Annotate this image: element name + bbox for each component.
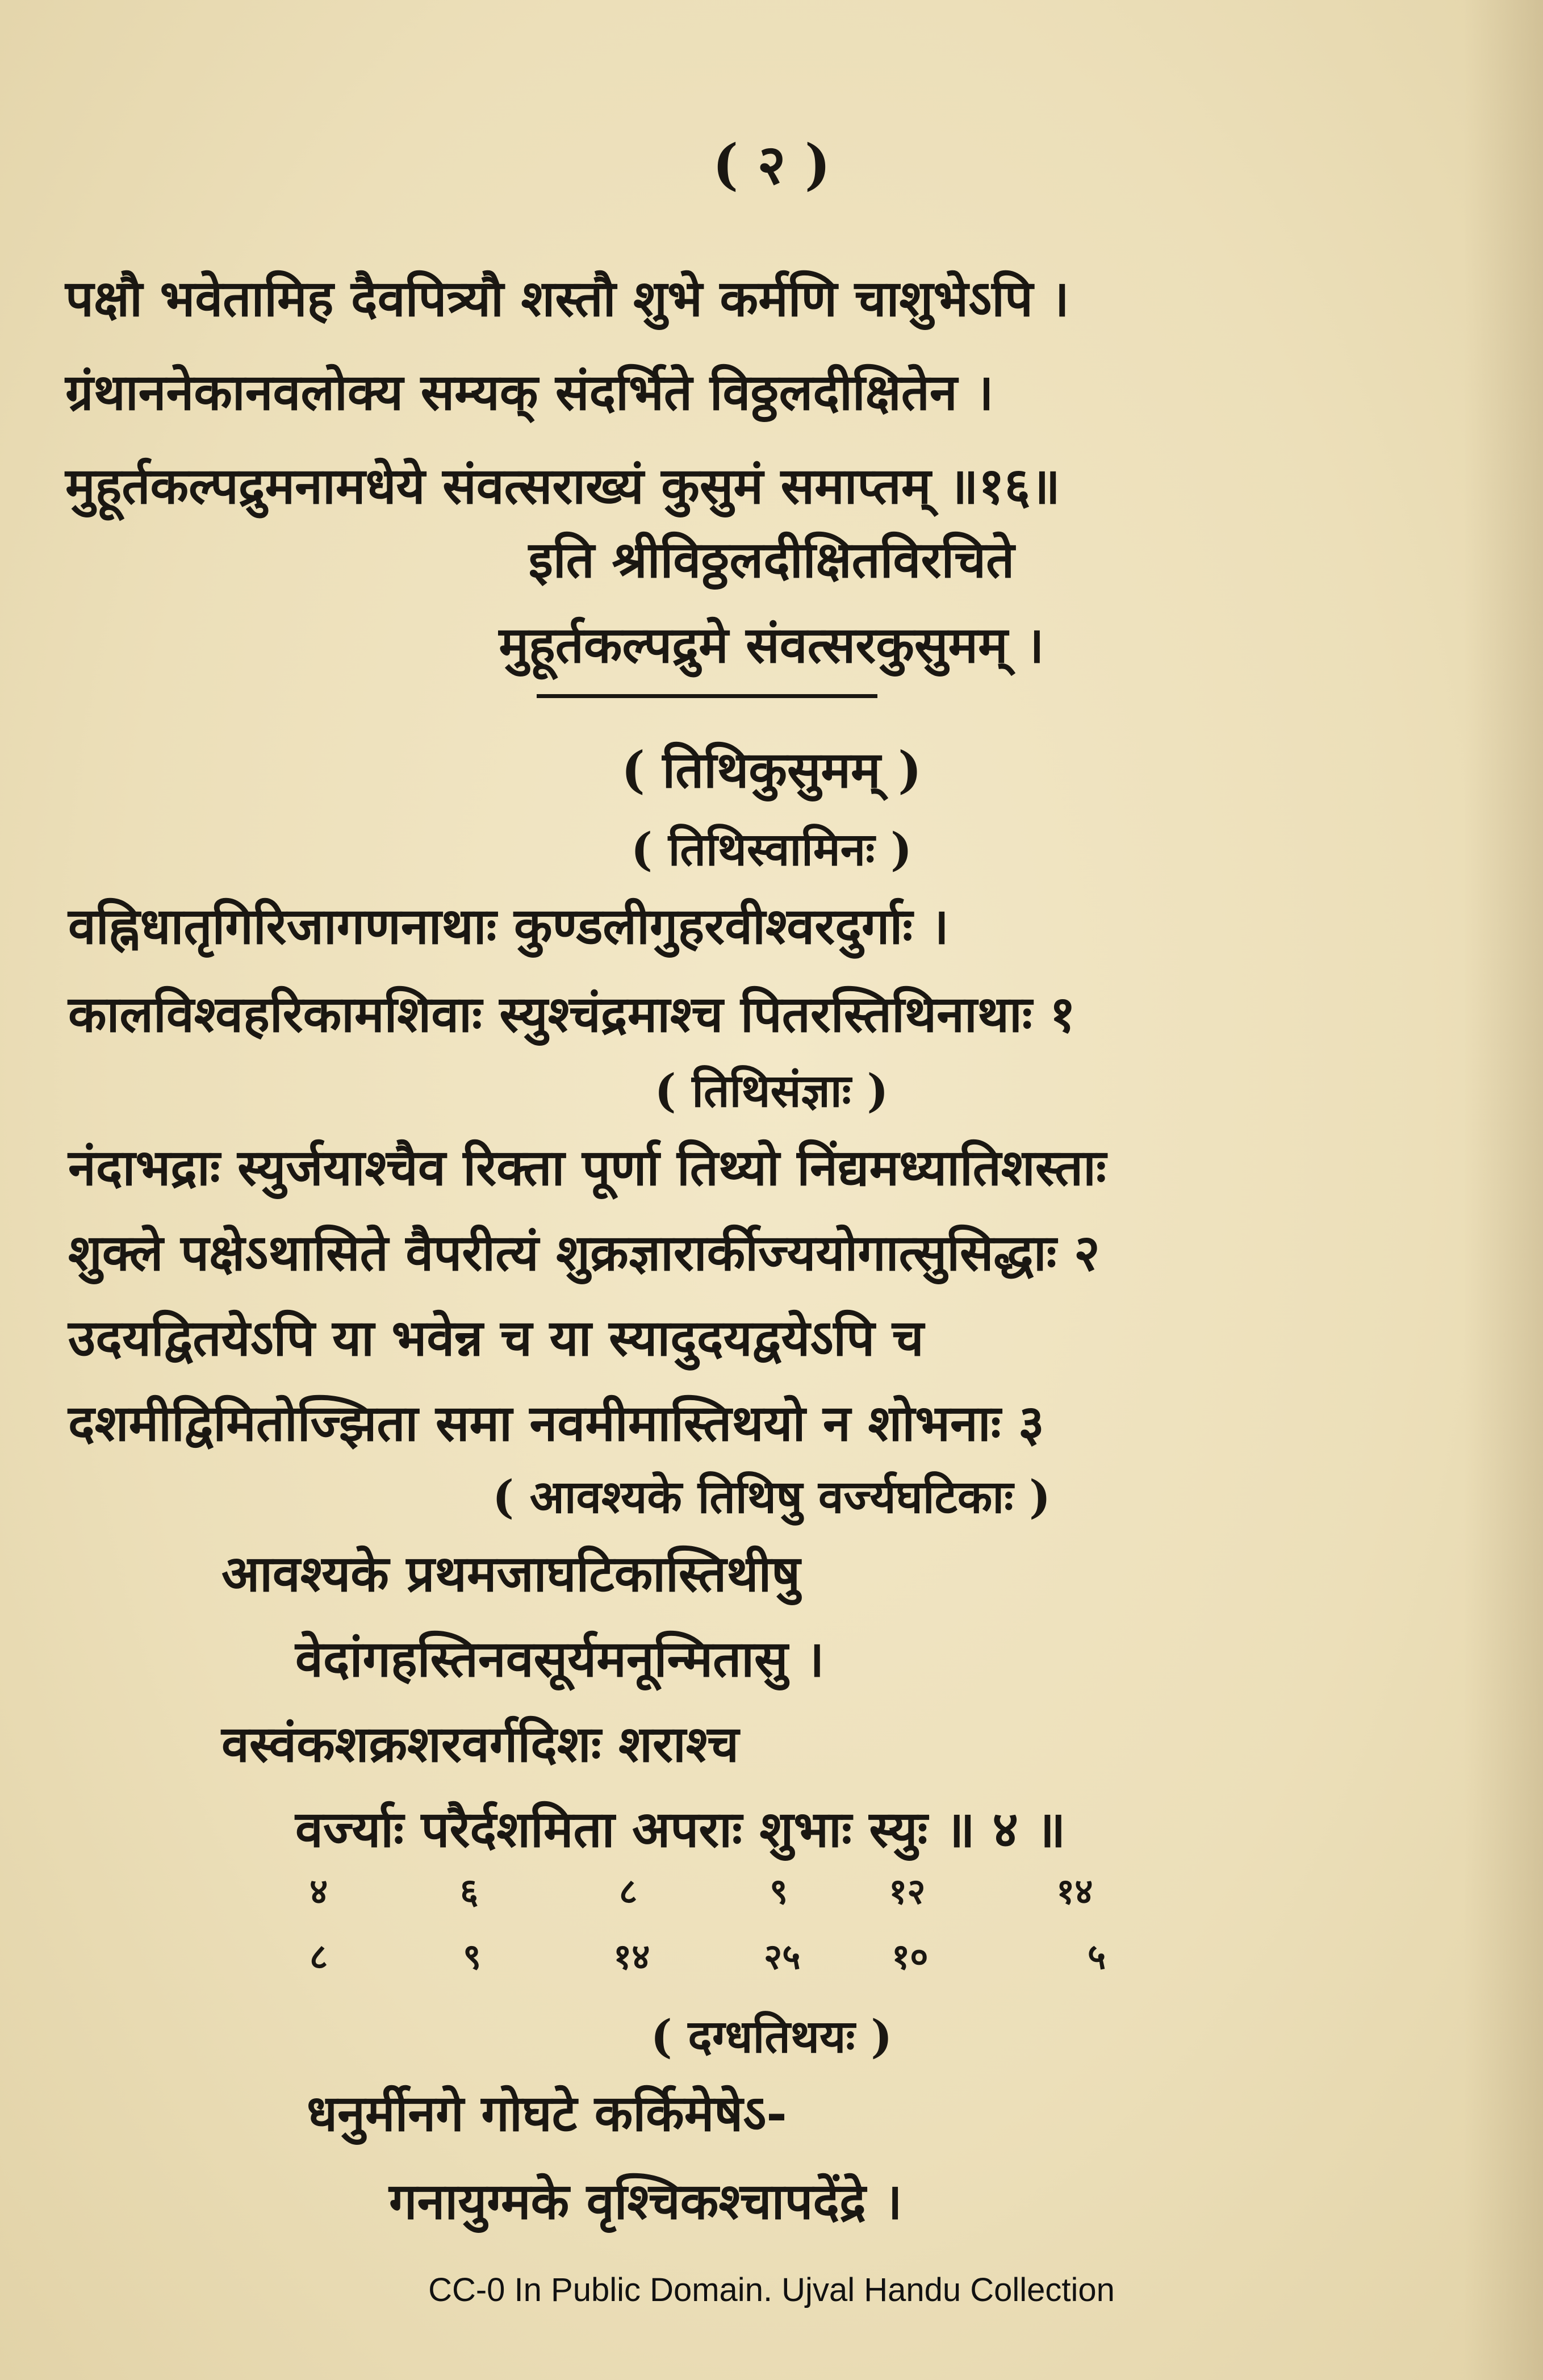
verse-line: वस्वंकशक्रशरवर्गदिशः शराश्च bbox=[221, 1714, 739, 1773]
tithi-number: १२ bbox=[889, 1870, 926, 1912]
subsection-heading: ( आवश्यके तिथिषु वर्ज्यघटिकाः ) bbox=[492, 1470, 1051, 1523]
verse-line: आवश्यके प्रथमजाघटिकास्तिथीषु bbox=[221, 1544, 801, 1603]
ghatika-number: ९ bbox=[463, 1936, 482, 1977]
verse-line: वर्ज्याः परैर्दशमिता अपराः शुभाः स्युः ॥ ४ ॥ bbox=[295, 1799, 1066, 1859]
verse-line: गनायुग्मके वृश्चिकश्चापदेंद्रे । bbox=[389, 2172, 902, 2231]
verse-line: शुक्ले पक्षेऽथासिते वैपरीत्यं शुक्रज्ञारार्कीज्ययोगात्सुसिद्धाः २ bbox=[68, 1223, 1100, 1282]
verse-line: नंदाभद्राः स्युर्जयाश्चैव रिक्ता पूर्णा तिथ्यो निंद्यमध्यातिशस्ताः bbox=[68, 1138, 1106, 1197]
verse-line: कालविश्वहरिकामशिवाः स्युश्चंद्रमाश्च पितरस्तिथिनाथाः १ bbox=[68, 984, 1076, 1043]
tithi-number: ९ bbox=[770, 1870, 788, 1912]
section-heading: ( तिथिकुसुमम् ) bbox=[621, 740, 922, 799]
collection-watermark: CC-0 In Public Domain. Ujval Handu Collection bbox=[428, 2272, 1115, 2308]
verse-line: वेदांगहस्तिनवसूर्यमनून्मितासु । bbox=[295, 1629, 825, 1688]
ghatika-number: १४ bbox=[613, 1936, 650, 1977]
verse-line: ग्रंथाननेकानवलोक्य सम्यक् संदर्भिते विठ्ठलदीक्षितेन । bbox=[65, 362, 994, 421]
page-number: ( २ ) bbox=[712, 132, 831, 197]
subsection-heading: ( तिथिसंज्ञाः ) bbox=[654, 1064, 889, 1117]
tithi-number: ६ bbox=[460, 1870, 479, 1912]
tithi-number: ४ bbox=[310, 1870, 328, 1912]
section-divider bbox=[537, 694, 877, 698]
verse-line: मुहूर्तकल्पद्रुमनामधेये संवत्सराख्यं कुसुमं समाप्तम् ॥१६॥ bbox=[65, 456, 1060, 515]
verse-line: पक्षौ भवेतामिह दैवपित्र्यौ शस्तौ शुभे कर्मणि चाशुभेऽपि । bbox=[65, 269, 1070, 328]
ghatika-number: १० bbox=[892, 1936, 929, 1977]
ghatika-number: ८ bbox=[310, 1936, 328, 1977]
tithi-number: १४ bbox=[1056, 1870, 1093, 1912]
colophon-line: इति श्रीविठ्ठलदीक्षितविरचिते bbox=[528, 530, 1015, 589]
subsection-heading: ( तिथिस्वामिनः ) bbox=[630, 822, 912, 876]
ghatika-number: २५ bbox=[764, 1936, 801, 1977]
ghatika-number: ५ bbox=[1088, 1936, 1106, 1977]
subsection-heading: ( दग्धतिथयः ) bbox=[650, 2010, 893, 2063]
verse-line: धनुर्मीनगे गोघटे कर्किमेषेऽ- bbox=[307, 2083, 787, 2143]
verse-line: उदयद्वितयेऽपि या भवेन्न च या स्यादुदयद्वयेऽपि च bbox=[68, 1308, 924, 1367]
verse-line: वह्निधातृगिरिजागणनाथाः कुण्डलीगुहरवीश्वरदुर्गाः । bbox=[68, 896, 950, 955]
verse-line: दशमीद्विमितोज्झिता समा नवमीमास्तिथयो न शोभनाः ३ bbox=[68, 1393, 1044, 1452]
colophon-line: मुहूर्तकल्पद्रुमे संवत्सरकुसुमम् । bbox=[499, 615, 1044, 674]
tithi-number: ८ bbox=[619, 1870, 638, 1912]
